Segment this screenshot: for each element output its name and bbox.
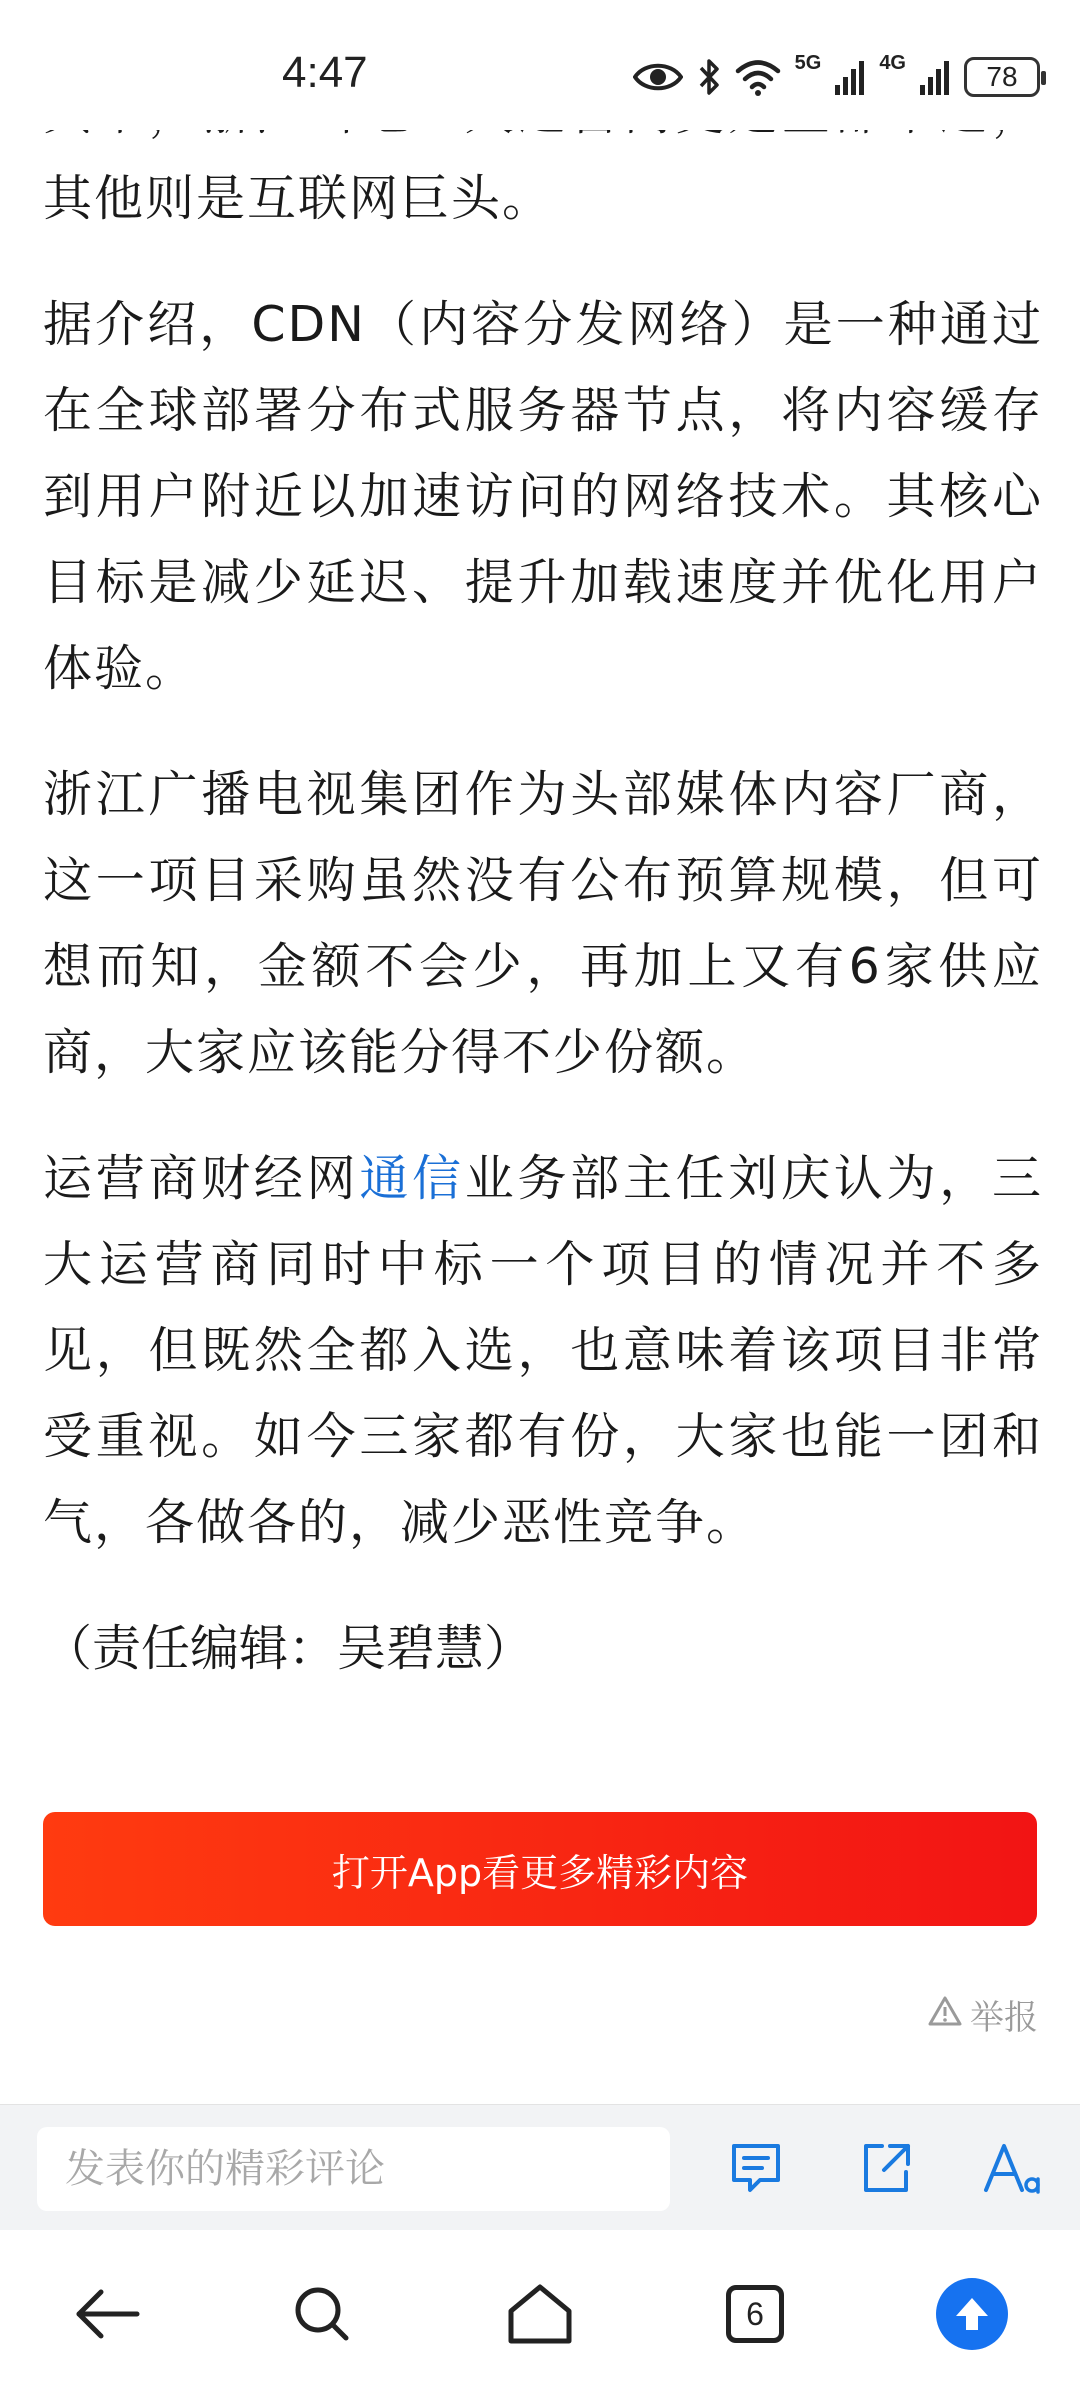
paragraph-prefix: 运营商财经网	[43, 1150, 360, 1207]
wifi-icon	[735, 58, 781, 96]
scroll-top-button[interactable]	[932, 2274, 1012, 2354]
back-button[interactable]	[68, 2274, 148, 2354]
tag-link-tongxin[interactable]: 通信	[359, 1150, 465, 1207]
paragraph-suffix: 业务部主任刘庆认为，三大运营商同时中标一个项目的情况并不多见，但既然全都入选，也意味着该项目非常受重视。如今三家都有份，大家也能一团和气，各做各的，减少恶性竞争。	[43, 1150, 1043, 1551]
article-paragraph: 浙江广播电视集团作为头部媒体内容厂商，这一项目采购虽然没有公布预算规模，但可想而知，金额不会少，再加上又有6家供应商，大家应该能分得不少份额。	[43, 766, 1043, 1081]
signal-5g-icon	[835, 59, 865, 95]
bottom-nav	[0, 2230, 1080, 2400]
eye-icon	[633, 60, 683, 94]
search-button[interactable]	[282, 2274, 362, 2354]
arrow-left-icon	[73, 2284, 143, 2344]
article-paragraph	[43, 1136, 1043, 1566]
status-time: 4:47	[282, 48, 368, 97]
paragraph-tail: 其他则是互联网巨头。	[43, 170, 554, 227]
search-icon	[290, 2282, 354, 2346]
report-label: 举报	[970, 1998, 1038, 2038]
status-bar	[0, 0, 1080, 130]
battery-icon	[964, 57, 1040, 97]
open-app-button[interactable]: 打开App看更多精彩内容	[43, 1812, 1037, 1926]
warning-icon	[928, 1995, 962, 2035]
status-icons	[633, 52, 1040, 102]
comment-input[interactable]	[37, 2127, 670, 2211]
tab-count: 6	[726, 2285, 784, 2343]
editor-credit: （责任编辑：吴碧慧）	[43, 1620, 534, 1677]
font-size-icon[interactable]	[979, 2135, 1045, 2201]
arrow-up-icon	[936, 2278, 1008, 2350]
home-icon	[505, 2281, 575, 2347]
article-body	[43, 120, 1043, 1692]
bluetooth-icon	[697, 57, 721, 97]
battery-level: 78	[986, 61, 1018, 92]
home-button[interactable]	[500, 2274, 580, 2354]
tabs-button[interactable]	[715, 2274, 795, 2354]
article-paragraph: 据介绍，CDN（内容分发网络）是一种通过在全球部署分布式服务器节点，将内容缓存到用户附近以加速访问的网络技术。其核心目标是减少延迟、提升加载速度并优化用户体验。	[43, 296, 1043, 697]
network-4g-label: 4G	[879, 51, 906, 74]
network-5g-label: 5G	[794, 51, 822, 74]
report-link[interactable]	[928, 1990, 1038, 2039]
comments-icon[interactable]	[723, 2135, 789, 2201]
comment-bar	[0, 2104, 1080, 2230]
signal-4g-icon	[920, 59, 950, 95]
share-icon[interactable]	[853, 2135, 919, 2201]
